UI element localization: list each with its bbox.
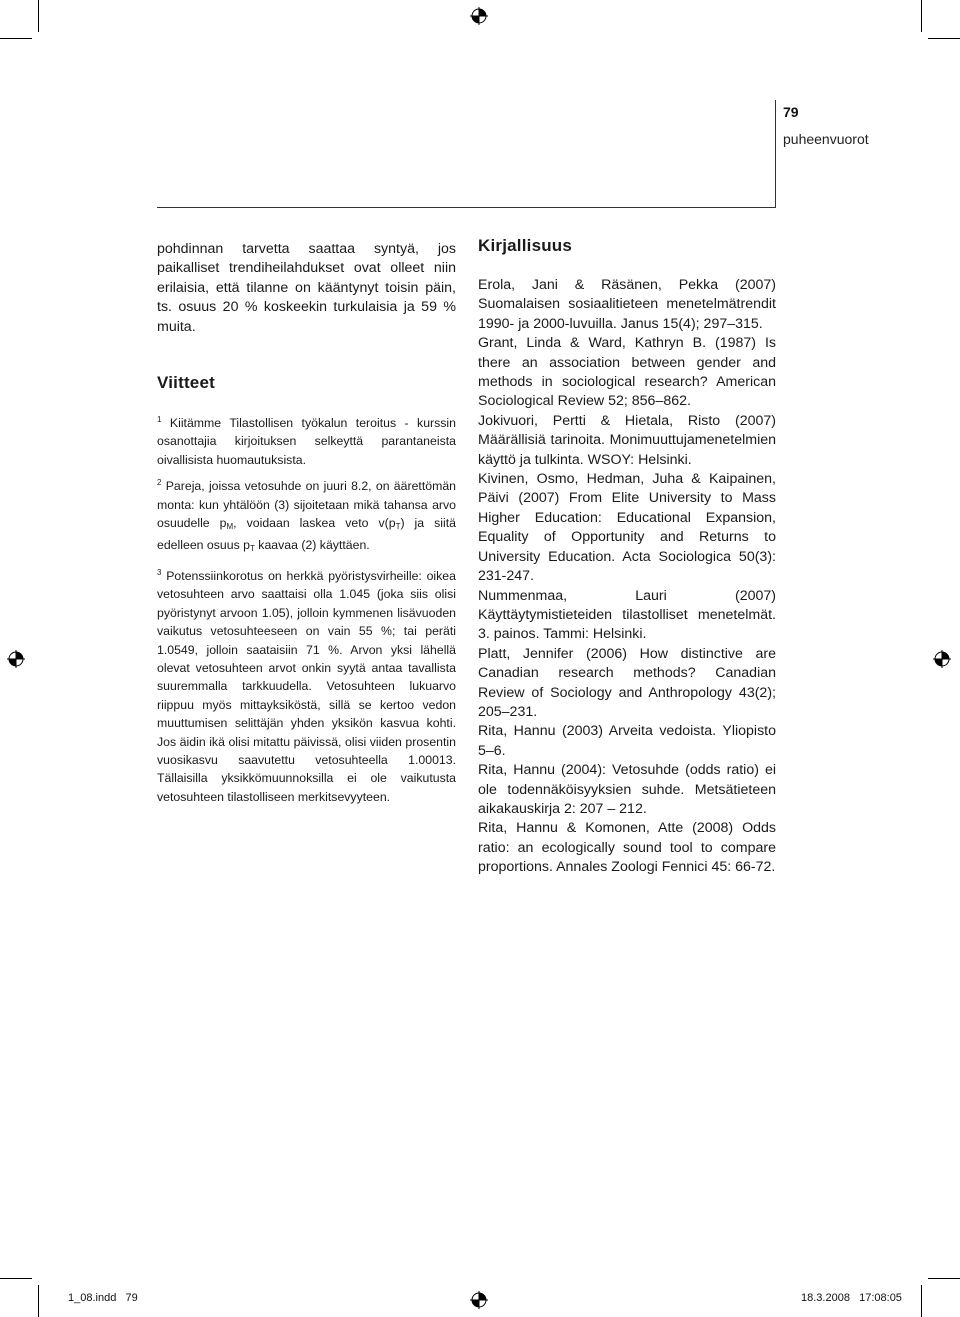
footnote-text: kaavaa (2) käyttäen. (254, 538, 370, 553)
reference-item: Grant, Linda & Ward, Kathryn B. (1987) Is there an association between gender and methods in sociological research? American Sociological Review 52; 856–862. (478, 335, 776, 410)
crop-mark (38, 1285, 39, 1317)
header-rule (157, 207, 776, 208)
slug-filename: 1_08.indd 79 (68, 1292, 138, 1304)
crop-mark (0, 38, 32, 39)
body-paragraph: pohdinnan tarvetta saattaa syntyä, jos paikalliset trendiheilahdukset ovat olleet niin erilaisia, että tilanne on kääntynyt toisin päin, ts. osuus 20 % koskeekin turkulaisia ja 59 % muita. (157, 241, 456, 335)
crop-mark (921, 0, 922, 32)
header-divider (775, 100, 776, 208)
reference-item: Jokivuori, Pertti & Hietala, Risto (2007) Määrällisiä tarinoita. Monimuuttujamenetelmien käyttö ja tulkinta. WSOY: Helsinki. (478, 412, 776, 468)
left-column (157, 240, 456, 811)
reference-item: Rita, Hannu & Komonen, Atte (2008) Odds ratio: an ecologically sound tool to compare proportions. Annales Zoologi Fennici 45: 66-72. (478, 820, 776, 876)
footnote-1 (157, 411, 456, 469)
footnote-2 (157, 474, 456, 559)
reference-item: Rita, Hannu (2003) Arveita vedoista. Yliopisto 5–6. (478, 723, 776, 759)
page-number: 79 (783, 104, 799, 120)
slug-timestamp: 18.3.2008 17:08:05 (801, 1292, 902, 1304)
crop-mark (921, 1285, 922, 1317)
footnote-number: 1 (157, 415, 162, 425)
notes-heading: Viitteet (157, 373, 215, 393)
subscript: T (249, 544, 255, 554)
footnote-3 (157, 564, 456, 806)
reference-item: Kivinen, Osmo, Hedman, Juha & Kaipainen, Päivi (2007) From Elite University to Mass Higher Education: Educational Expansion, Equality of Opportunity and Returns to University Education. Acta Sociologica 50(3): 231-247. (478, 471, 776, 585)
reference-item: Rita, Hannu (2004): Vetosuhde (odds ratio) ei ole todennäköisyyksien suhde. Metsätieteen aikakauskirja 2: 207 – 212. (478, 762, 776, 817)
reference-item: Platt, Jennifer (2006) How distinctive are Canadian research methods? Canadian Review of Sociology and Anthropology 43(2); 205–231. (478, 645, 776, 720)
footnote-text: , voidaan laskea veto v(p (233, 516, 396, 531)
footnote-number: 3 (157, 567, 162, 577)
crop-mark (928, 1278, 960, 1279)
subscript: T (395, 522, 401, 532)
reference-item: Nummenmaa, Lauri (2007) Käyttäytymistieteiden tilastolliset menetelmät. 3. painos. Tammi: Helsinki. (478, 587, 776, 643)
subscript: M (226, 522, 234, 532)
footnote-text: Pareja, joissa vetosuhde on juuri 8.2, on äärettömän monta: kun yhtälöön (3) sijoitetaan mikä tahansa arvo osuudelle p (157, 479, 456, 531)
section-name: puheenvuorot (783, 131, 869, 147)
reference-item: Erola, Jani & Räsänen, Pekka (2007) Suomalaisen sosiaalitieteen menetelmätrendit 1990- ja 2000-luvuilla. Janus 15(4); 297–315. (478, 277, 776, 332)
crop-mark (0, 1278, 32, 1279)
registration-mark-icon (933, 650, 951, 668)
registration-mark-icon (470, 1291, 488, 1309)
right-column (478, 236, 776, 878)
crop-mark (38, 0, 39, 32)
registration-mark-icon (470, 7, 488, 25)
footnote-text: ) ja siitä edelleen osuus p (157, 516, 456, 553)
registration-mark-icon (7, 650, 25, 668)
footnote-text: Kiitämme Tilastollisen työkalun teroitus - kurssin osanottajia kirjoituksen selkeyttä parantaneista oivallisista huomautuksista. (157, 416, 457, 467)
footnote-text: Potenssiinkorotus on herkkä pyöristysvirheille: oikea vetosuhteen arvo saattaisi olla 1.045 (joka siis olisi pyöristynyt arvoon 1.05), jolloin kymmenen lisävuoden vaikutus vetosuhteeseen on vain 55 %; tai peräti 1.0549, jolloin saataisiin 71 %. Arvon yksi lähellä olevat vetosuhteen arvot onkin syytä antaa tavallista suuremmalla tarkkuudella. Vetosuhteen lukuarvo riippuu myös mittayksiköstä, sillä se kertoo vedon muuttumisen selittäjän yhden yksikön kasvua kohti. Jos äidin ikä olisi mitattu päivissä, olisi viiden prosentin vuosikasvu saavutettu vetosuhteella 1.00013. Tällaisilla yksikkömuunnoksilla ei ole vaikutusta vetosuhteen tilastolliseen merkitsevyyteen. (157, 568, 456, 804)
footnote-number: 2 (157, 478, 162, 488)
references-heading: Kirjallisuus (478, 236, 573, 255)
crop-mark (928, 38, 960, 39)
